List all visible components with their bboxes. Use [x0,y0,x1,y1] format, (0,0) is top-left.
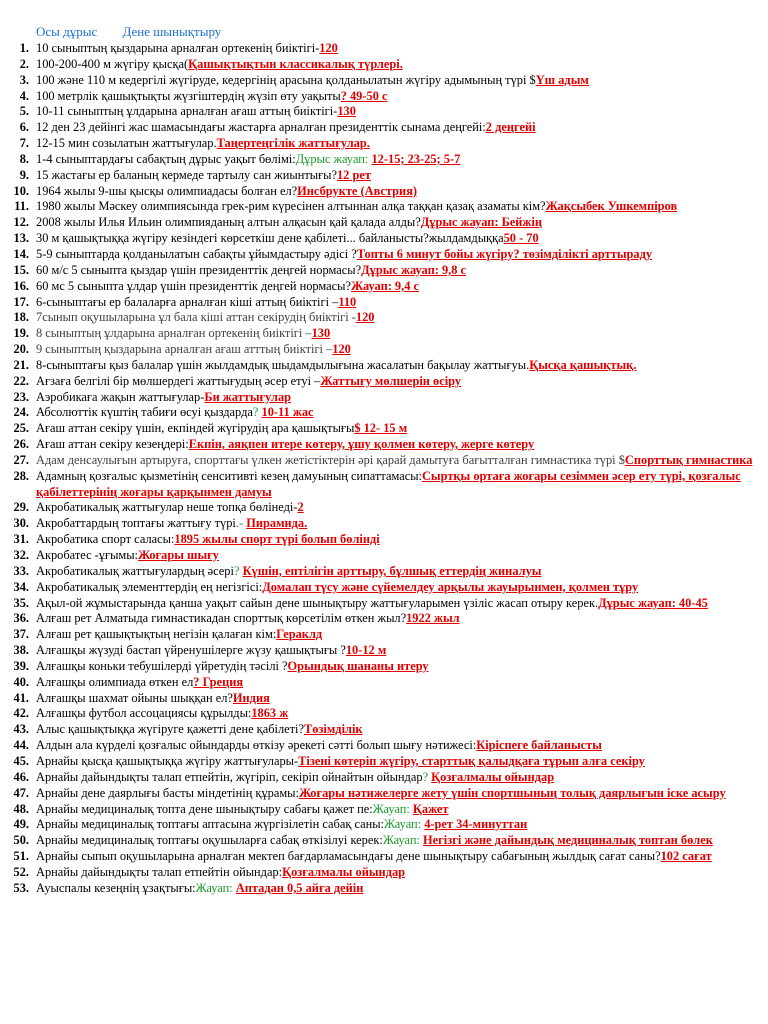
question-text: Алғаш рет қашықтықтың негізін қалаған кім: [36,627,277,642]
question-text: Адамның қозғалыс қызметінің сенситивті кезең дамуының сипаттамасы: [36,468,422,483]
answer-text: 120 [319,41,338,55]
answer-text: Жауап: 9,4 с [351,278,420,293]
answer-text: Қашықтықтын классикалық түрлері. [188,56,403,71]
answer-text: Инсбрукте (Австрия) [297,183,418,198]
question-number: 50. [13,833,29,848]
question-text: Алғашқы шахмат ойыны шыққан ел? [36,690,233,705]
answer-text: Жоғары шығу [138,548,219,562]
answer-prefix: ? [422,769,432,784]
question-item [0,279,768,295]
question-text: 100-200-400 м жүгіру қысқа( [36,56,189,71]
question-text: Алғашқы олимпиада өткен ел [36,674,194,689]
answer-text: Орындық шананы итеру [287,658,429,673]
question-item [0,247,768,263]
document-header [36,24,243,40]
answer-text: Дұрыс жауап: 40-45 [598,595,708,610]
question-item [0,263,768,279]
question-item [0,706,768,722]
question-number: 18. [13,310,29,325]
question-text: Акробатикалық жаттығулардың әсері [36,563,234,578]
answer-text: Дұрыс жауап: Бейжің [420,215,542,230]
question-text: Аэробикаға жақын жаттығулар- [36,389,205,404]
question-text: Алғашқы футбол ассоцациясы құрылды: [36,706,252,721]
answer-text: 12 рет [336,167,371,182]
question-text: Алыс қашықтыққа жүгіруге қажетті дене қабілеті? [36,722,304,737]
question-item [0,421,768,437]
question-number: 2. [19,56,29,71]
answer-text: 120 [332,342,351,357]
question-item [0,881,768,897]
question-text: 1980 жылы Мәскеу олимпиясында грек-рим күресінен алтыннан алқа таққан қазақ азаматы кім? [36,199,546,214]
question-number: 45. [13,753,29,768]
question-number: 31. [13,532,29,547]
question-text: 100 метрлік қашықтықты жүзгіштердің жүзіп өту уақыты [36,88,341,103]
answer-text: Қысқа қашықтық. [529,357,637,372]
question-text: 12-15 мин созылатын жаттығулар. [36,136,217,151]
answer-prefix: Жауап: [382,833,424,848]
question-item [0,675,768,691]
answer-text: Сыртқы ортаға жоғары сезіммен әсер ету түрі, қозғалыс қабілеттерінің жоғары қарқынмен дамуы [36,468,741,499]
question-text: 1-4 сыныптардағы сабақтың дұрыс уақыт бөлімі: [36,151,296,166]
question-text: Арнайы медициналық топтағы оқушыларға сабақ өткізілуі керек: [36,833,383,848]
question-item [0,41,768,57]
question-item [0,184,768,200]
question-number: 40. [13,674,29,689]
question-text: 12 ден 23 дейінгі жас шамасындағы жастарға арналған президенттік сынама деңгейі: [36,120,486,135]
question-text: 8-сыныптағы қыз балалар үшін жылдамдық шыдамдылығына жасалатын бақылау жаттығуы. [36,357,530,372]
answer-text: Жоғары нәтижелерге жету үшін спортшының толық даярлығын іске асыру [298,785,726,800]
question-number: 28. [13,468,29,483]
question-item [0,437,768,453]
question-text: Алғашқы жүзуді бастап үйренушілерге жүзу қашықтығы ? [36,643,346,658]
question-number: 4. [19,88,29,103]
answer-text: 102 сағат [660,849,712,864]
question-text: Ағаш аттан секіру кезеңдері: [36,437,189,452]
question-number: 20. [13,342,29,357]
question-item [0,643,768,659]
question-item [0,611,768,627]
question-number: 41. [13,690,29,705]
question-item [0,865,768,881]
question-text: Ақыл-ой жұмыстарында қанша уақыт сайын дене шынықтыру жаттығуларымен үзіліс жасап отыру керек. [36,595,599,610]
question-item [0,453,768,469]
question-text: Арнайы сыпып оқушыларына арналған мектеп бағдарламасындағы дене шынықтыру сабағының жылдық сағат саны? [36,849,661,864]
answer-text: Негізгі және дайындық медициналық топтан бөлек [423,833,713,848]
question-number: 21. [13,357,29,372]
question-item [0,199,768,215]
question-item [0,374,768,390]
answer-text: Жаттығу мөлшерін өсіру [320,373,462,388]
question-text: 7сынып оқушыларына ұл бала кіші аттан секірудің биіктігі - [36,310,356,325]
question-number: 32. [13,548,29,562]
question-number: 6. [19,120,29,135]
question-item [0,326,768,342]
question-text: Арнайы медициналық топтағы аптасына жүргізілетін сабақ саны: [36,817,385,832]
answer-text: 10-11 жас [261,405,314,420]
question-item [0,627,768,643]
question-text: Ауыспалы кезеңнің ұзақтығы: [36,880,196,895]
question-item [0,770,768,786]
answer-prefix: ? [252,405,262,420]
answer-text: Қажет [412,801,449,816]
question-item [0,833,768,849]
question-number: 42. [13,706,29,721]
question-item [0,73,768,89]
question-text: Алғаш рет Алматыда гимнастикадан спорттық көрсетілім өткен жыл? [36,611,407,626]
answer-text: 130 [311,326,331,341]
answer-text: 4-рет 34-минуттан [424,817,528,832]
answer-text: Дұрыс жауап: 9,8 с [361,262,467,277]
question-item [0,564,768,580]
question-text: Акробаттардың топтағы жаттығу түрі [36,516,236,531]
answer-prefix: ? [233,563,243,578]
answer-text: Төзімділік [303,722,363,737]
question-text: 30 м қашықтыққа жүгіру кезіндегі көрсеткіш дене қабілеті... байланысты?жылдамдыққа [36,231,504,246]
question-item [0,802,768,818]
answer-text: Пирамида. [246,516,308,531]
question-text: 15 жастағы ер баланың кермеде тартылу сан жиынтығы? [36,167,337,182]
answer-text: 1895 жылы спорт түрі болып бөлінді [174,532,380,547]
answer-prefix: Жауап: [195,880,236,895]
answer-text: 1863 ж [251,706,289,721]
question-item [0,580,768,596]
answer-prefix: .- [235,516,247,531]
answer-text: Жақсыбек Ушкемпіров [545,199,678,214]
question-number: 51. [13,849,29,864]
question-item [0,516,768,532]
question-text: 8 сыныптың ұлдарына арналған ортекенің биіктігі – [36,326,312,341]
question-text: Арнайы дене даярлығы басты міндетінің құрамы: [36,785,299,800]
question-text: 10-11 сыныптың ұлдарына арналған ағаш аттың биіктігі- [36,104,338,119]
question-number: 47. [13,785,29,800]
question-number: 12. [13,215,29,230]
answer-text: Қозғалмалы ойындар [282,864,406,879]
question-number: 43. [13,722,29,737]
question-item [0,310,768,326]
question-text: Алдын ала күрделі қозғалыс ойындарды өткізу әрекеті сәтті болып шығу нәтижесі: [36,738,477,753]
answer-text: Тізені көтеріп жүгіру, старттық қалыдқаға тұрып алға секіру [298,753,645,768]
question-item [0,738,768,754]
header-left-title: Осы дұрыс [36,24,98,39]
question-number: 29. [13,500,29,515]
question-text: 60 м/с 5 сыныпта қыздар үшін президенттік деңгей нормасы? [36,262,362,277]
question-number: 49. [13,817,29,832]
question-item [0,215,768,231]
question-number: 15. [13,262,29,277]
question-number: 53. [13,880,29,895]
question-number: 11. [14,199,29,214]
answer-text: 130 [337,104,356,119]
answer-text: 120 [355,310,375,325]
question-number: 27. [13,452,29,467]
question-number: 30. [13,516,29,531]
question-item [0,691,768,707]
question-item [0,152,768,168]
question-text: 5-9 сыныптарда қолданылатын сабақты ұйымдастыру әдісі ? [36,246,357,261]
question-number: 7. [19,136,29,151]
question-number: 13. [13,231,29,246]
question-number: 10. [13,183,29,198]
question-text: Акробатикалық жаттығулар неше топқа бөлінеді- [36,500,298,515]
question-item [0,817,768,833]
answer-text: 12-15; 23-25; 5-7 [371,151,461,166]
answer-text: 2 [297,500,304,515]
question-text: 1964 жылы 9-шы қысқы олимпиадасы болған ел? [36,183,298,198]
question-text: Арнайы дайындықты талап етпейтін, жүгіріп, секіріп ойнайтын ойындар [36,769,423,784]
question-number: 37. [13,627,29,642]
question-text: 10 сыныптың қыздарына арналған ортекенің биіктігі- [36,41,320,55]
answer-text: $ 12- 15 м [354,421,408,436]
question-item [0,754,768,770]
question-text: Арнайы қысқа қашықтыққа жүгіру жаттығулары- [36,753,299,768]
answer-text: Топты 6 минут бойы жүгіру? төзімділікті арттыраду [356,246,653,261]
question-number: 26. [13,437,29,452]
question-list [0,41,768,897]
question-text: Ағзаға белгілі бір мөлшердегі жаттығудың әсер етуі – [36,373,321,388]
question-text: 2008 жылы Илья Ильин олимпияданың алтын алқасын қай қалада алды? [36,215,421,230]
question-number: 35. [13,595,29,610]
question-text: Арнайы дайындықты талап етпейтін ойындар: [36,864,283,879]
answer-text: Күшін, ептілігін арттыру, бұлшық еттердің жиналуы [242,563,542,578]
answer-text: 10-12 м [345,643,387,658]
answer-text: Индия [232,690,270,705]
question-number: 5. [19,104,29,119]
question-text: 60 мс 5 сыныпта ұлдар үшін президенттік деңгей нормасы? [36,278,351,293]
answer-text: Қозғалмалы ойындар [431,769,555,784]
question-item [0,659,768,675]
question-item [0,849,768,865]
answer-prefix: Дұрыс жауап: [295,151,372,166]
question-text: 6-сыныптағы ер балаларға арналған кіші аттың биіктігі – [36,294,339,309]
answer-prefix: Жауап: [384,817,425,832]
question-number: 19. [13,326,29,341]
question-number: 9. [19,167,29,182]
question-number: 36. [13,611,29,626]
answer-text: Таңертеңгілік жаттығулар. [216,136,370,151]
question-item [0,136,768,152]
question-text: Акробатикалық элементтердің ең негізгісі: [36,579,263,594]
question-item [0,722,768,738]
question-item [0,342,768,358]
question-number: 44. [13,738,29,753]
question-item [0,295,768,311]
question-number: 52. [13,864,29,879]
question-number: 14. [13,246,29,261]
question-number: 33. [13,563,29,578]
answer-prefix: Жауап: [372,801,413,816]
question-text: Акробатика спорт саласы: [36,532,175,547]
answer-text: Домалап түсу және сүйемелдеу арқылы жауырынмен, қолмен тұру [262,579,639,594]
question-item [0,469,768,501]
question-text: 9 сыныптың қыздарына арналған ағаш атттың биіктігі – [36,342,333,357]
question-text: Акробатес -ұғымы: [36,548,138,562]
question-item [0,120,768,136]
answer-text: ? 49-50 с [340,88,388,103]
question-number: 24. [13,405,29,420]
question-number: 23. [13,389,29,404]
answer-text: ? Греция [193,674,244,689]
question-number: 48. [13,801,29,816]
question-number: 34. [13,579,29,594]
question-item [0,405,768,421]
question-text: Алғашқы коньки тебушілерді үйретудің тәсілі ? [36,658,288,673]
question-number: 38. [13,643,29,658]
answer-text: Аптадан 0,5 айға дейін [235,880,364,895]
answer-text: Үш адым [535,72,589,87]
answer-text: Кіріспеге байланысты [476,738,602,753]
answer-text: 110 [338,294,357,309]
question-number: 17. [13,294,29,309]
answer-text: Екпін, аяқпен итере көтеру, ұшу қолмен көтеру, жерге көтеру [188,437,535,452]
answer-text: 2 деңгейі [485,120,536,135]
question-item [0,786,768,802]
question-number: 3. [19,72,29,87]
question-text: Абсолюттік күштің табиғи өсуі қыздарда [36,405,253,420]
question-text: Арнайы медициналық топта дене шынықтыру сабағы қажет пе: [36,801,373,816]
question-item [0,104,768,120]
answer-text: Спорттық гимнастика [624,452,753,467]
question-number: 25. [13,421,29,436]
answer-text: Гераклд [276,627,323,642]
answer-text: 50 - 70 [503,231,539,246]
question-number: 8. [19,151,29,166]
question-item [0,532,768,548]
question-item [0,390,768,406]
question-item [0,231,768,247]
header-right-title: Дене шынықтыру [122,24,222,39]
question-number: 46. [13,769,29,784]
answer-text: 1922 жыл [406,611,460,626]
question-number: 22. [13,373,29,388]
question-item [0,89,768,105]
question-number: 16. [13,278,29,293]
question-item [0,596,768,612]
answer-text: Би жаттығулар [204,389,292,404]
question-text: Адам денсаулығын артыруға, спорттағы үлкен жетістіктерін әрі қарай дамытуға бағытталған гимнастика түрі $ [36,452,625,467]
question-item [0,168,768,184]
question-item [0,548,768,564]
question-text: Ағаш аттан секіру үшін, екпіндей жүгірудің ара қашықтығы [36,421,355,436]
question-number: 39. [13,658,29,673]
question-item [0,57,768,73]
question-item [0,358,768,374]
question-number: 1. [19,41,29,55]
question-item [0,500,768,516]
question-text: 100 және 110 м кедергілі жүгіруде, кедергінің арасына қолданылатын жүгіру адымының түрі $ [36,72,536,87]
